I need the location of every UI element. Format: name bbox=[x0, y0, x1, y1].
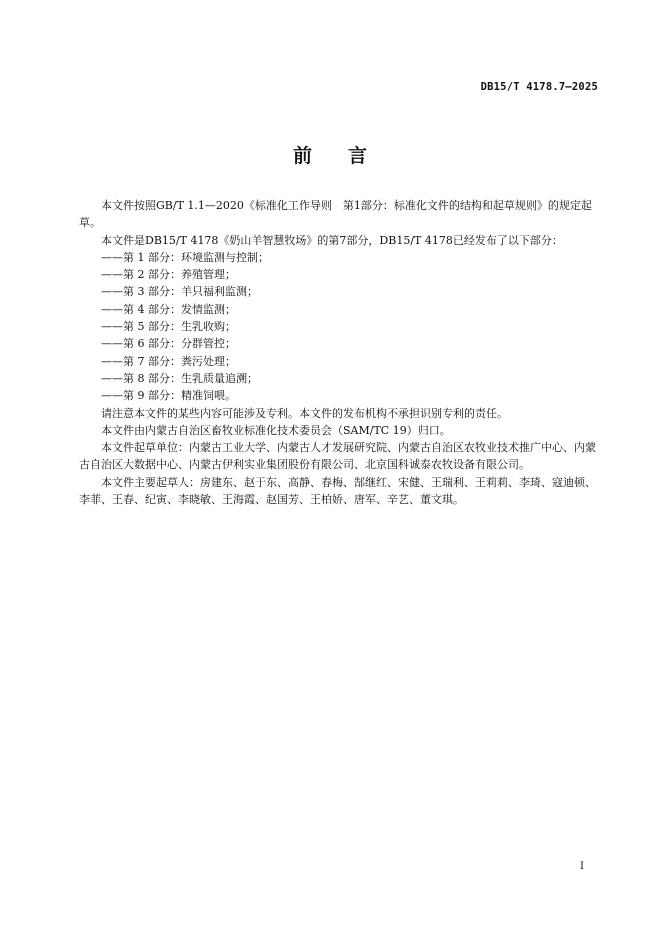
list-item: ——第 6 部分：分群管控； bbox=[101, 337, 236, 351]
list-item: ——第 8 部分：生乳质量追溯； bbox=[101, 371, 258, 385]
list-item: ——第 5 部分：生乳收购； bbox=[101, 320, 236, 334]
paragraph-drafting-rules: 本文件按照GB/T 1.1—2020《标准化工作导则 第1部分：标准化文件的结构和起草规则》的规定起草。 bbox=[79, 199, 592, 230]
paragraph-committee: 本文件由内蒙古自治区畜牧业标准化技术委员会（SAM/TC 19）归口。 bbox=[101, 423, 451, 437]
list-item: ——第 2 部分：养殖管理； bbox=[101, 268, 236, 282]
paragraph-drafters: 本文件主要起草人：房建东、赵于东、高静、春梅、郜继红、宋健、王瑞利、王莉莉、李琦、寇迪顿、李菲、王春、纪寅、李晓敏、王海霞、赵国芳、王柏娇、唐军、辛艺、董文琪。 bbox=[79, 475, 596, 507]
page-number: I bbox=[580, 861, 584, 872]
standard-code: DB15/T 4178.7—2025 bbox=[480, 81, 598, 93]
list-item: ——第 9 部分：精准饲喂。 bbox=[101, 389, 236, 403]
list-item: ——第 1 部分：环境监测与控制； bbox=[101, 250, 269, 264]
paragraph-series-info: 本文件是DB15/T 4178《奶山羊智慧牧场》的第7部分，DB15/T 4178已经发布了以下部分： bbox=[101, 233, 563, 247]
list-item: ——第 4 部分：发情监测； bbox=[101, 302, 236, 316]
title-char-1: 前 bbox=[292, 145, 314, 167]
list-item: ——第 3 部分：羊只福利监测； bbox=[101, 285, 258, 299]
list-item: ——第 7 部分：粪污处理； bbox=[101, 354, 236, 368]
foreword-body bbox=[79, 197, 603, 508]
paragraph-patent-notice: 请注意本文件的某些内容可能涉及专利。本文件的发布机构不承担识别专利的责任。 bbox=[101, 406, 508, 420]
title-char-2: 言 bbox=[348, 145, 370, 167]
paragraph-drafting-units: 本文件起草单位：内蒙古工业大学、内蒙古人才发展研究院、内蒙古自治区农牧业技术推广中心、内蒙古自治区大数据中心、内蒙古伊利实业集团股份有限公司、北京国科诚泰农牧设备有限公司。 bbox=[79, 441, 596, 472]
page-title bbox=[0, 141, 662, 168]
